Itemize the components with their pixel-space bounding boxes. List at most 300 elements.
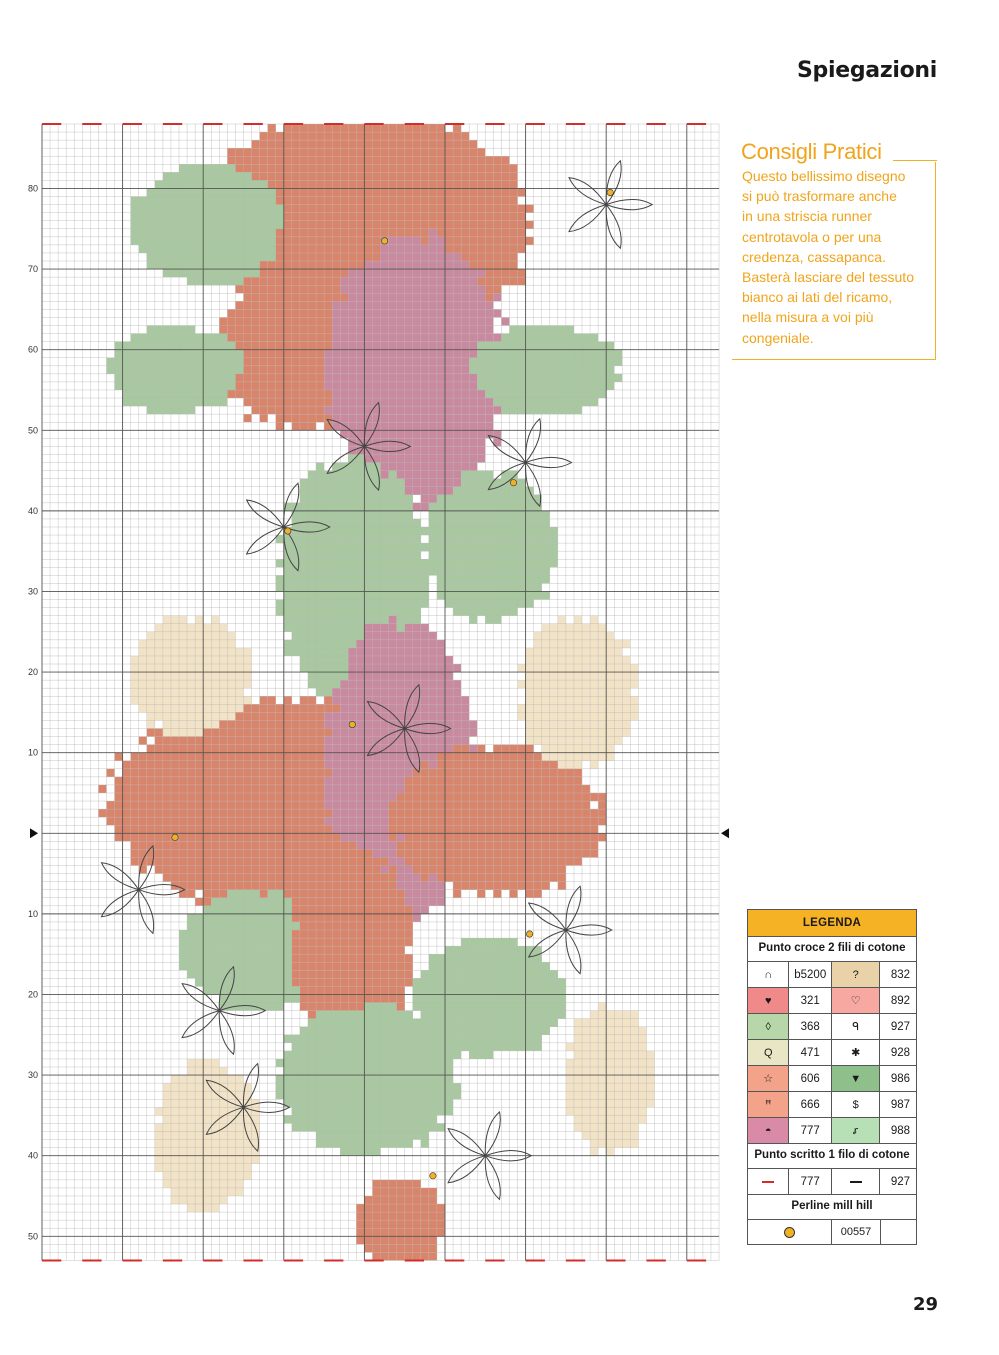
stitch-cell: [614, 1027, 622, 1035]
stitch-cell: [405, 688, 413, 696]
stitch-cell: [501, 769, 509, 777]
stitch-cell: [284, 624, 292, 632]
stitch-cell: [518, 551, 526, 559]
stitch-cell: [501, 761, 509, 769]
stitch-cell: [244, 922, 252, 930]
stitch-cell: [397, 970, 405, 978]
stitch-cell: [445, 277, 453, 285]
stitch-cell: [324, 656, 332, 664]
stitch-cell: [445, 583, 453, 591]
stitch-cell: [284, 334, 292, 342]
stitch-cell: [389, 390, 397, 398]
stitch-cell: [235, 745, 243, 753]
stitch-cell: [195, 745, 203, 753]
stitch-cell: [260, 350, 268, 358]
stitch-cell: [316, 616, 324, 624]
stitch-cell: [509, 1043, 517, 1051]
stitch-cell: [437, 688, 445, 696]
stitch-cell: [421, 688, 429, 696]
stitch-cell: [219, 197, 227, 205]
stitch-cell: [195, 761, 203, 769]
stitch-cell: [219, 833, 227, 841]
stitch-cell: [244, 906, 252, 914]
stitch-cell: [219, 745, 227, 753]
stitch-cell: [372, 197, 380, 205]
stitch-cell: [622, 1035, 630, 1043]
stitch-cell: [389, 914, 397, 922]
stitch-cell: [171, 648, 179, 656]
stitch-cell: [389, 132, 397, 140]
stitch-cell: [324, 1059, 332, 1067]
stitch-cell: [485, 801, 493, 809]
stitch-cell: [348, 882, 356, 890]
stitch-cell: [381, 809, 389, 817]
stitch-cell: [437, 382, 445, 390]
stitch-cell: [356, 978, 364, 986]
stitch-cell: [509, 809, 517, 817]
stitch-cell: [381, 1035, 389, 1043]
stitch-cell: [381, 761, 389, 769]
stitch-cell: [477, 172, 485, 180]
stitch-cell: [292, 132, 300, 140]
stitch-cell: [244, 954, 252, 962]
stitch-cell: [235, 350, 243, 358]
stitch-cell: [550, 342, 558, 350]
stitch-cell: [316, 986, 324, 994]
stitch-cell: [276, 978, 284, 986]
stitch-cell: [219, 882, 227, 890]
stitch-cell: [332, 1051, 340, 1059]
stitch-cell: [381, 994, 389, 1002]
stitch-cell: [244, 326, 252, 334]
stitch-cell: [397, 801, 405, 809]
stitch-cell: [485, 398, 493, 406]
stitch-cell: [622, 688, 630, 696]
stitch-cell: [115, 793, 123, 801]
stitch-cell: [453, 583, 461, 591]
stitch-cell: [252, 221, 260, 229]
stitch-cell: [526, 825, 534, 833]
stitch-cell: [244, 874, 252, 882]
stitch-cell: [227, 229, 235, 237]
stitch-cell: [252, 253, 260, 261]
stitch-cell: [372, 164, 380, 172]
stitch-cell: [397, 398, 405, 406]
stitch-cell: [203, 793, 211, 801]
stitch-cell: [139, 777, 147, 785]
stitch-cell: [332, 309, 340, 317]
stitch-cell: [389, 608, 397, 616]
stitch-cell: [477, 390, 485, 398]
stitch-cell: [332, 479, 340, 487]
stitch-cell: [381, 857, 389, 865]
stitch-cell: [421, 866, 429, 874]
stitch-cell: [324, 704, 332, 712]
stitch-cell: [437, 197, 445, 205]
stitch-cell: [364, 761, 372, 769]
stitch-cell: [421, 841, 429, 849]
stitch-cell: [501, 817, 509, 825]
stitch-cell: [292, 1043, 300, 1051]
stitch-cell: [421, 640, 429, 648]
stitch-cell: [421, 237, 429, 245]
stitch-cell: [292, 221, 300, 229]
stitch-cell: [227, 334, 235, 342]
stitch-cell: [171, 801, 179, 809]
stitch-cell: [405, 914, 413, 922]
stitch-cell: [381, 914, 389, 922]
stitch-cell: [308, 285, 316, 293]
stitch-cell: [364, 172, 372, 180]
stitch-cell: [558, 793, 566, 801]
stitch-cell: [227, 745, 235, 753]
stitch-cell: [131, 833, 139, 841]
stitch-cell: [509, 962, 517, 970]
stitch-cell: [413, 446, 421, 454]
stitch-cell: [252, 745, 260, 753]
stitch-cell: [501, 221, 509, 229]
stitch-cell: [244, 986, 252, 994]
stitch-cell: [405, 1059, 413, 1067]
stitch-cell: [453, 1011, 461, 1019]
stitch-cell: [332, 229, 340, 237]
stitch-cell: [590, 1043, 598, 1051]
stitch-cell: [421, 172, 429, 180]
stitch-cell: [590, 342, 598, 350]
stitch-cell: [131, 680, 139, 688]
stitch-cell: [179, 680, 187, 688]
stitch-cell: [348, 374, 356, 382]
stitch-cell: [526, 342, 534, 350]
stitch-cell: [292, 962, 300, 970]
stitch-cell: [284, 132, 292, 140]
stitch-cell: [155, 737, 163, 745]
stitch-cell: [308, 809, 316, 817]
stitch-cell: [582, 817, 590, 825]
stitch-cell: [364, 866, 372, 874]
stitch-cell: [421, 430, 429, 438]
stitch-cell: [485, 253, 493, 261]
stitch-cell: [598, 1003, 606, 1011]
stitch-cell: [461, 696, 469, 704]
stitch-cell: [437, 970, 445, 978]
stitch-cell: [324, 986, 332, 994]
stitch-cell: [606, 1035, 614, 1043]
stitch-cell: [542, 809, 550, 817]
stitch-cell: [324, 398, 332, 406]
stitch-cell: [469, 1027, 477, 1035]
stitch-cell: [429, 334, 437, 342]
stitch-cell: [397, 704, 405, 712]
stitch-cell: [276, 390, 284, 398]
stitch-cell: [582, 672, 590, 680]
stitch-cell: [372, 825, 380, 833]
stitch-cell: [219, 930, 227, 938]
stitch-cell: [429, 761, 437, 769]
stitch-cell: [163, 680, 171, 688]
stitch-cell: [300, 559, 308, 567]
stitch-cell: [469, 382, 477, 390]
stitch-cell: [147, 358, 155, 366]
stitch-cell: [332, 656, 340, 664]
stitch-cell: [622, 696, 630, 704]
stitch-cell: [453, 978, 461, 986]
stitch-cell: [219, 914, 227, 922]
stitch-cell: [437, 148, 445, 156]
stitch-cell: [429, 390, 437, 398]
stitch-cell: [356, 309, 364, 317]
stitch-cell: [461, 334, 469, 342]
stitch-cell: [469, 326, 477, 334]
stitch-cell: [566, 753, 574, 761]
stitch-cell: [147, 390, 155, 398]
stitch-cell: [171, 406, 179, 414]
stitch-cell: [509, 172, 517, 180]
stitch-cell: [300, 825, 308, 833]
stitch-cell: [534, 559, 542, 567]
stitch-cell: [493, 849, 501, 857]
stitch-cell: [340, 358, 348, 366]
stitch-cell: [115, 809, 123, 817]
stitch-cell: [534, 358, 542, 366]
stitch-cell: [493, 535, 501, 543]
stitch-cell: [453, 438, 461, 446]
stitch-cell: [147, 664, 155, 672]
stitch-cell: [219, 809, 227, 817]
stitch-cell: [372, 962, 380, 970]
stitch-cell: [284, 374, 292, 382]
stitch-cell: [235, 664, 243, 672]
stitch-cell: [300, 761, 308, 769]
stitch-cell: [332, 608, 340, 616]
stitch-cell: [485, 1035, 493, 1043]
stitch-cell: [171, 817, 179, 825]
stitch-cell: [405, 801, 413, 809]
stitch-cell: [493, 890, 501, 898]
stitch-cell: [260, 817, 268, 825]
stitch-cell: [308, 382, 316, 390]
stitch-cell: [324, 390, 332, 398]
stitch-cell: [187, 696, 195, 704]
stitch-cell: [590, 640, 598, 648]
stitch-cell: [316, 608, 324, 616]
stitch-cell: [477, 575, 485, 583]
stitch-cell: [397, 261, 405, 269]
stitch-cell: [163, 648, 171, 656]
stitch-cell: [542, 575, 550, 583]
stitch-cell: [260, 882, 268, 890]
stitch-cell: [469, 261, 477, 269]
stitch-cell: [372, 898, 380, 906]
stitch-cell: [260, 293, 268, 301]
stitch-cell: [372, 366, 380, 374]
stitch-cell: [284, 616, 292, 624]
stitch-cell: [534, 737, 542, 745]
stitch-cell: [187, 277, 195, 285]
stitch-cell: [316, 712, 324, 720]
stitch-cell: [493, 398, 501, 406]
stitch-cell: [211, 737, 219, 745]
stitch-cell: [405, 656, 413, 664]
stitch-cell: [219, 672, 227, 680]
stitch-cell: [195, 704, 203, 712]
stitch-cell: [340, 551, 348, 559]
stitch-cell: [558, 326, 566, 334]
stitch-cell: [566, 857, 574, 865]
stitch-cell: [235, 358, 243, 366]
stitch-cell: [356, 406, 364, 414]
stitch-cell: [244, 229, 252, 237]
stitch-cell: [389, 479, 397, 487]
stitch-cell: [638, 1035, 646, 1043]
stitch-cell: [485, 551, 493, 559]
stitch-cell: [179, 656, 187, 664]
stitch-cell: [526, 382, 534, 390]
stitch-cell: [389, 406, 397, 414]
stitch-cell: [501, 398, 509, 406]
stitch-cell: [300, 487, 308, 495]
stitch-cell: [421, 664, 429, 672]
stitch-cell: [614, 656, 622, 664]
stitch-cell: [308, 551, 316, 559]
stitch-cell: [340, 914, 348, 922]
stitch-cell: [356, 382, 364, 390]
stitch-cell: [405, 922, 413, 930]
stitch-cell: [381, 197, 389, 205]
stitch-cell: [558, 785, 566, 793]
stitch-cell: [203, 382, 211, 390]
stitch-cell: [445, 140, 453, 148]
stitch-cell: [477, 801, 485, 809]
stitch-cell: [445, 446, 453, 454]
stitch-cell: [477, 164, 485, 172]
stitch-cell: [276, 801, 284, 809]
stitch-cell: [211, 188, 219, 196]
stitch-cells: [98, 124, 654, 1260]
stitch-cell: [526, 398, 534, 406]
stitch-cell: [356, 986, 364, 994]
stitch-cell: [348, 503, 356, 511]
stitch-cell: [348, 366, 356, 374]
stitch-cell: [381, 374, 389, 382]
stitch-cell: [284, 277, 292, 285]
stitch-cell: [364, 809, 372, 817]
stitch-cell: [381, 600, 389, 608]
stitch-cell: [155, 350, 163, 358]
stitch-cell: [453, 229, 461, 237]
stitch-cell: [421, 632, 429, 640]
stitch-cell: [461, 761, 469, 769]
stitch-cell: [509, 793, 517, 801]
stitch-cell: [147, 777, 155, 785]
stitch-cell: [195, 720, 203, 728]
stitch-cell: [437, 664, 445, 672]
stitch-cell: [211, 874, 219, 882]
stitch-cell: [348, 656, 356, 664]
stitch-cell: [235, 825, 243, 833]
stitch-cell: [300, 132, 308, 140]
stitch-cell: [445, 285, 453, 293]
stitch-cell: [300, 229, 308, 237]
stitch-cell: [477, 777, 485, 785]
stitch-cell: [421, 454, 429, 462]
stitch-cell: [340, 390, 348, 398]
stitch-cell: [445, 954, 453, 962]
stitch-cell: [372, 970, 380, 978]
stitch-cell: [219, 954, 227, 962]
stitch-cell: [389, 978, 397, 986]
stitch-cell: [493, 809, 501, 817]
stitch-cell: [340, 648, 348, 656]
stitch-cell: [534, 390, 542, 398]
stitch-cell: [485, 317, 493, 325]
stitch-cell: [372, 519, 380, 527]
stitch-cell: [300, 261, 308, 269]
stitch-cell: [397, 672, 405, 680]
stitch-cell: [558, 358, 566, 366]
stitch-cell: [284, 406, 292, 414]
stitch-cell: [437, 301, 445, 309]
stitch-cell: [227, 753, 235, 761]
stitch-cell: [381, 519, 389, 527]
stitch-cell: [381, 253, 389, 261]
stitch-cell: [356, 124, 364, 132]
stitch-cell: [413, 471, 421, 479]
stitch-cell: [526, 817, 534, 825]
stitch-cell: [413, 559, 421, 567]
stitch-cell: [477, 221, 485, 229]
stitch-cell: [421, 301, 429, 309]
stitch-cell: [308, 1011, 316, 1019]
stitch-cell: [139, 358, 147, 366]
stitch-cell: [389, 962, 397, 970]
stitch-cell: [453, 132, 461, 140]
stitch-cell: [364, 616, 372, 624]
stitch-cell: [421, 656, 429, 664]
stitch-cell: [389, 769, 397, 777]
stitch-cell: [542, 688, 550, 696]
stitch-cell: [356, 326, 364, 334]
stitch-cell: [260, 342, 268, 350]
stitch-cell: [501, 1027, 509, 1035]
stitch-cell: [542, 664, 550, 672]
stitch-cell: [252, 938, 260, 946]
stitch-cell: [542, 785, 550, 793]
stitch-cell: [356, 229, 364, 237]
stitch-cell: [171, 374, 179, 382]
stitch-cell: [405, 1051, 413, 1059]
stitch-cell: [284, 1059, 292, 1067]
stitch-cell: [268, 857, 276, 865]
stitch-cell: [509, 503, 517, 511]
stitch-cell: [526, 720, 534, 728]
stitch-cell: [260, 954, 268, 962]
stitch-cell: [413, 567, 421, 575]
stitch-cell: [437, 793, 445, 801]
stitch-cell: [348, 978, 356, 986]
stitch-cell: [437, 237, 445, 245]
stitch-cell: [316, 1043, 324, 1051]
stitch-cell: [518, 535, 526, 543]
stitch-cell: [477, 890, 485, 898]
stitch-cell: [219, 825, 227, 833]
stitch-cell: [340, 519, 348, 527]
stitch-cell: [445, 180, 453, 188]
stitch-cell: [340, 680, 348, 688]
stitch-cell: [509, 874, 517, 882]
stitch-cell: [284, 382, 292, 390]
stitch-cell: [324, 777, 332, 785]
